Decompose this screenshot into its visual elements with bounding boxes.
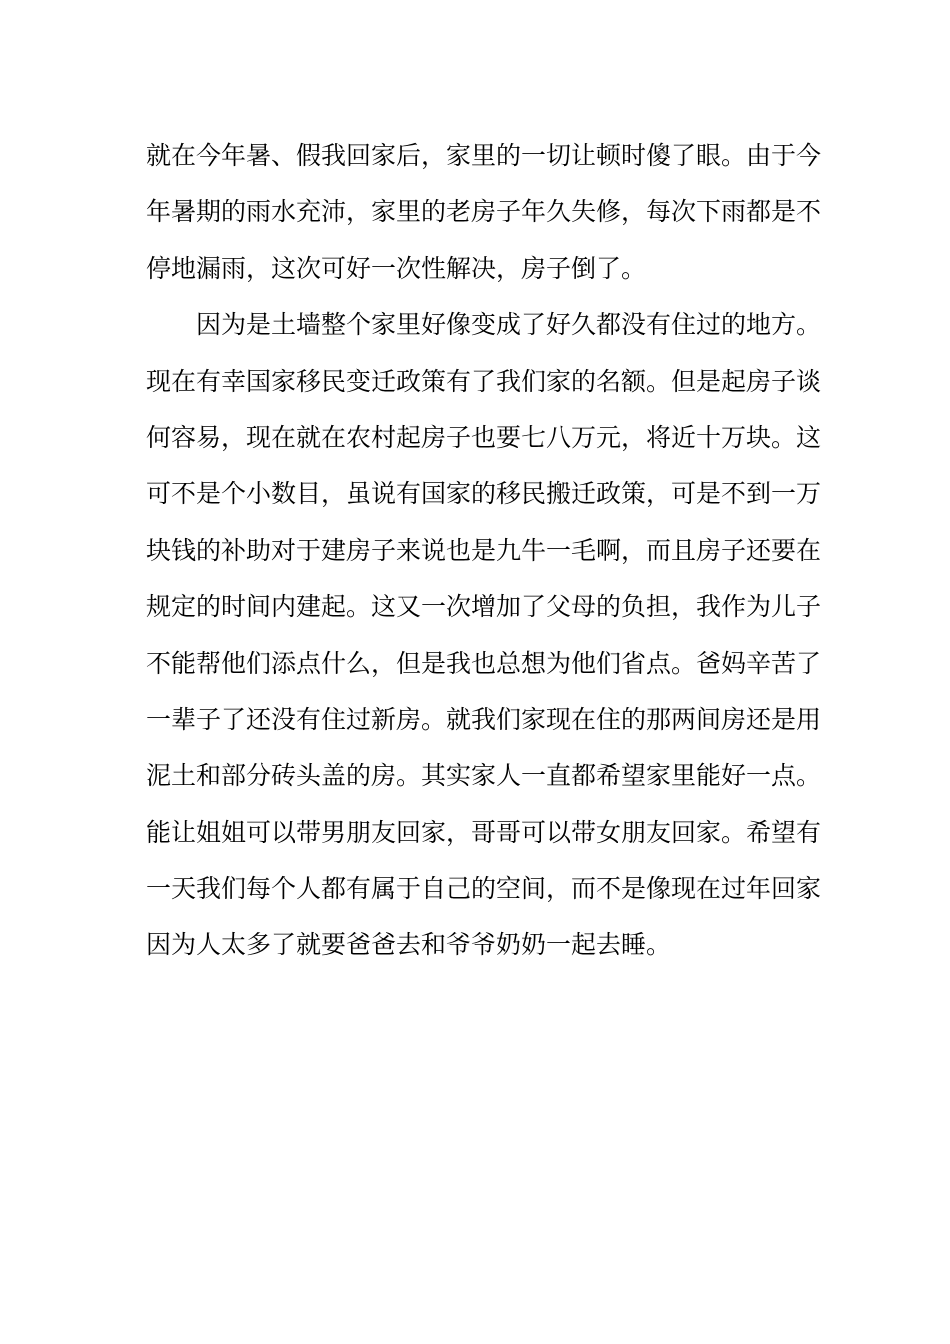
text-line: 能让姐姐可以带男朋友回家，哥哥可以带女朋友回家。希望有 <box>146 817 822 847</box>
text-line: 块钱的补助对于建房子来说也是九牛一毛啊，而且房子还要在 <box>146 535 822 565</box>
paragraph-2 <box>146 297 822 974</box>
text-line: 就在今年暑、假我回家后，家里的一切让顿时傻了眼。由于今 <box>146 141 822 170</box>
text-line: 因为是土墙整个家里好像变成了好久都没有住过的地方。 <box>196 310 822 340</box>
text-line: 何容易，现在就在农村起房子也要七八万元，将近十万块。这 <box>146 422 822 452</box>
text-line: 一天我们每个人都有属于自己的空间，而不是像现在过年回家 <box>146 874 822 904</box>
text-line: 泥土和部分砖头盖的房。其实家人一直都希望家里能好一点。 <box>146 761 822 791</box>
text-line: 一辈子了还没有住过新房。就我们家现在住的那两间房还是用 <box>146 704 822 734</box>
text-line: 可不是个小数目，虽说有国家的移民搬迁政策，可是不到一万 <box>146 479 822 509</box>
text-line: 停地漏雨，这次可好一次性解决，房子倒了。 <box>146 253 647 283</box>
text-line: 规定的时间内建起。这又一次增加了父母的负担，我作为儿子 <box>146 592 822 622</box>
text-line: 不能帮他们添点什么，但是我也总想为他们省点。爸妈辛苦了 <box>146 648 822 678</box>
text-line: 因为人太多了就要爸爸去和爷爷奶奶一起去睡。 <box>146 930 672 960</box>
text-line: 年暑期的雨水充沛，家里的老房子年久失修，每次下雨都是不 <box>146 197 822 227</box>
document-body <box>146 128 822 974</box>
paragraph-1 <box>146 128 822 297</box>
text-line: 现在有幸国家移民变迁政策有了我们家的名额。但是起房子谈 <box>146 366 822 396</box>
